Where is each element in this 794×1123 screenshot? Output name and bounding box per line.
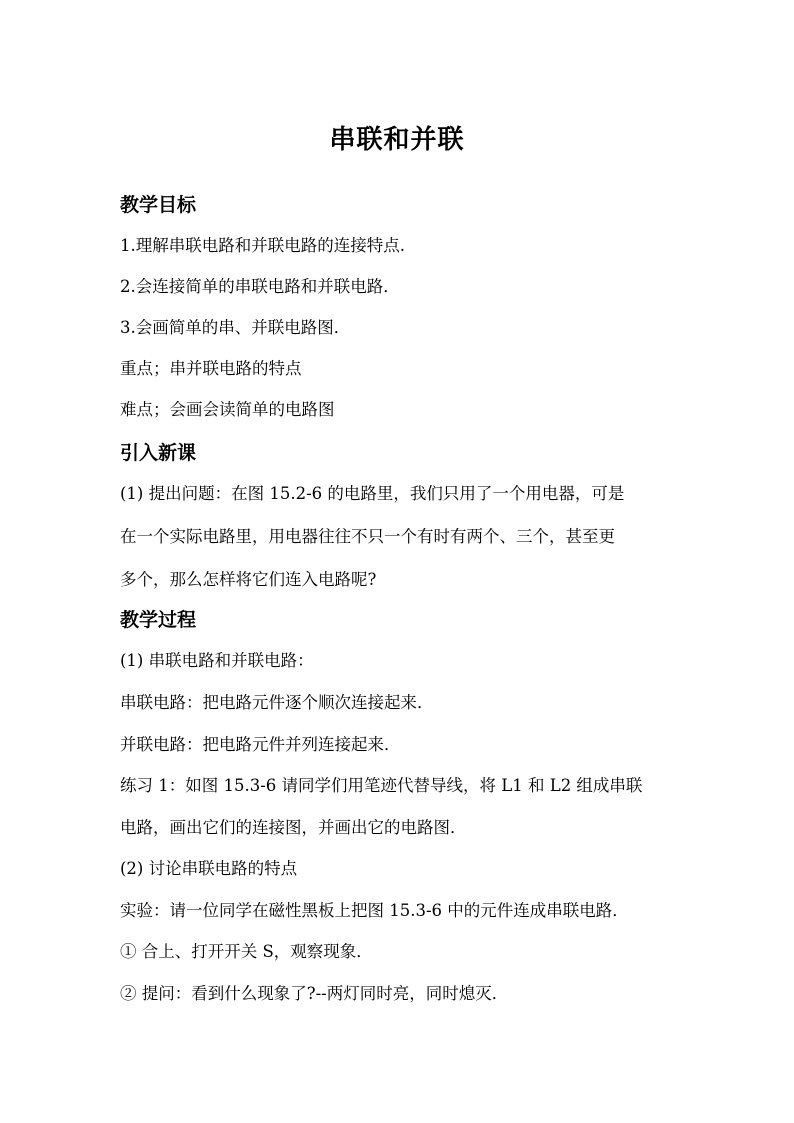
document-title: 串联和并联	[329, 125, 465, 155]
objective-item-2: 2.会连接简单的串联电路和并联电路．	[120, 277, 400, 296]
process-line-1: (1) 串联电路和并联电路：	[120, 651, 314, 670]
key-point: 重点；串并联电路的特点	[120, 359, 302, 378]
heading-process: 教学过程	[120, 609, 197, 631]
process-line-3: 并联电路：把电路元件并列连接起来．	[120, 735, 401, 754]
process-line-4: 练习 1：如图 15.3-6 请同学们用笔迹代替导线，将 L1 和 L2 组成串联	[120, 776, 643, 795]
process-line-5: 电路，画出它们的连接图，并画出它的电路图．	[120, 818, 467, 837]
intro-line-1: (1) 提出问题：在图 15.2-6 的电路里，我们只用了一个用电器，可是	[120, 484, 625, 503]
difficult-point: 难点；会画会读简单的电路图	[120, 400, 335, 419]
process-line-8: ① 合上、打开开关 S，观察现象．	[120, 942, 373, 961]
objective-item-1: 1.理解串联电路和并联电路的连接特点.	[120, 236, 405, 255]
objective-item-3: 3.会画简单的串、并联电路图．	[120, 318, 351, 337]
heading-intro: 引入新课	[120, 442, 197, 464]
process-line-2: 串联电路：把电路元件逐个顺次连接起来．	[120, 693, 434, 712]
intro-line-2: 在一个实际电路里，用电器往往不只一个有时有两个、三个，甚至更	[120, 527, 615, 546]
process-line-9: ② 提问：看到什么现象了?--两灯同时亮，同时熄灭．	[120, 984, 509, 1003]
process-line-6: (2) 讨论串联电路的特点	[120, 859, 298, 878]
intro-line-3: 多个，那么怎样将它们连入电路呢?	[120, 570, 377, 589]
process-line-7: 实验：请一位同学在磁性黑板上把图 15.3-6 中的元件连成串联电路．	[120, 901, 629, 920]
heading-objectives: 教学目标	[120, 194, 197, 216]
